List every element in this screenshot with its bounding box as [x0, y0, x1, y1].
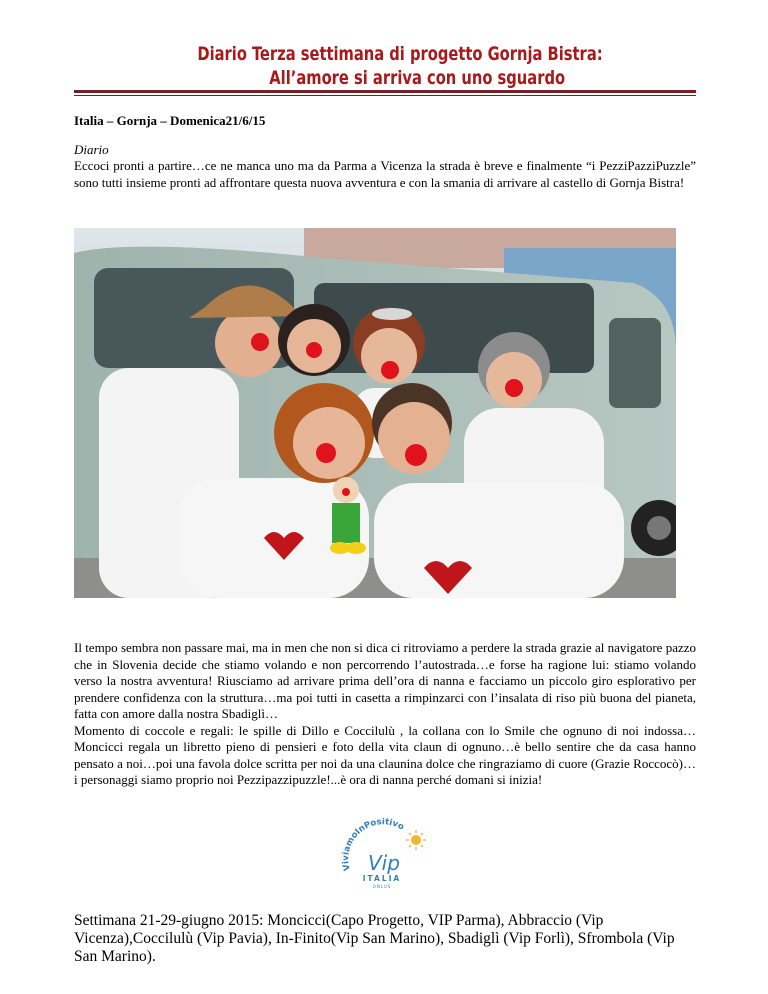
participants-footer: Settimana 21-29-giugno 2015: Moncicci(Capo Progetto, VIP Parma), Abbraccio (Vip Vicenza),Coccilulù (Vip Pavia), In-Finito(Vip San Marino), Sbadiglì (Vip Forlì), Sfrombola (Vip San Marino). — [74, 912, 675, 965]
person-dark-hair — [278, 304, 350, 376]
sun-icon — [406, 830, 426, 850]
intro-paragraph: Eccoci pronti a partire…ce ne manca uno ma da Parma a Vicenza la strada è breve e finalmente “i PezziPazziPuzzle” sono tutti insieme pronti ad affrontare questa nuova avventura e con la smania di arrivare al castello di Gornja Bistra! — [74, 158, 696, 190]
paragraph-gifts: Momento di coccole e regali: le spille di Dillo e Coccilulù , la collana con lo Smile che ognuno di noi indossa…Moncicci regala un libretto pieno di pensieri e foto della vita claun di ognuno…è bello sentire che da casa hanno pensato a noi…poi una favola dolce scritta per noi da una claunina dolce che ringraziamo di cuore (Grazie Roccocò)…i personaggi siamo proprio noi Pezzipazzipuzzle!...è ora di nanna perché domani si inizia! — [74, 722, 696, 787]
logo-onlus-text: ONLUS — [372, 884, 392, 889]
body-paragraphs — [74, 640, 696, 789]
document-title — [142, 42, 658, 90]
logo-arc-text: ViviamoInPositivo — [341, 818, 406, 872]
logo-vip-text: Vip — [368, 851, 400, 875]
logo-italia-text: ITALIA — [362, 874, 402, 883]
section-label: Diario — [74, 142, 109, 157]
dateline: Italia – Gornja – Domenica21/6/15 — [74, 113, 266, 128]
title-line-2: All’amore si arriva con uno sguardo — [269, 67, 566, 89]
title-rule-thin — [74, 95, 696, 96]
title-line-1: Diario Terza settimana di progetto Gornja Bistra: — [197, 43, 603, 65]
group-photo — [74, 228, 676, 598]
paragraph-journey: Il tempo sembra non passare mai, ma in men che non si dica ci ritroviamo a perdere la strada grazie al navigatore pazzo che in Slovenia decide che stiamo volando e non percorrendo l’autostrada…e forse ha ragione lui: stiamo volando verso la nostra avventura! Riusciamo ad arrivare prima dell’ora di nanna e facciamo un piccolo giro esplorativo per prendere confidenza con la struttura…ma poi tutti in casetta a rimpinzarci con l’insalata di riso più buona del pianeta, fatta con amore dalla nostra Sbadiglì… — [74, 640, 696, 721]
title-rule-thick — [74, 90, 696, 93]
vip-italia-logo — [336, 818, 428, 890]
